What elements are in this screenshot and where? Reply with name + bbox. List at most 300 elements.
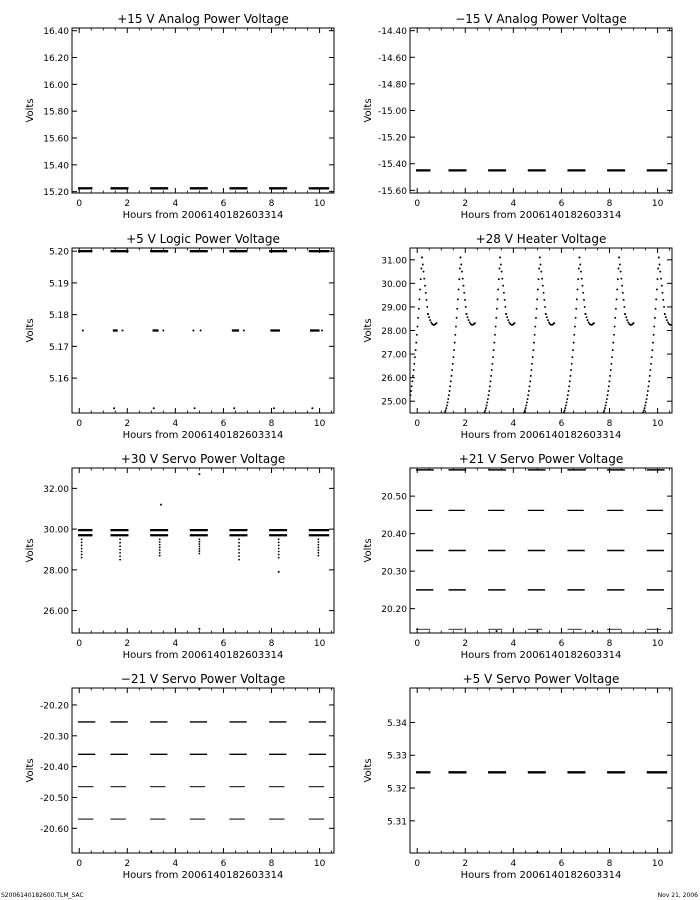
y-axis-label: Volts — [25, 538, 36, 563]
data-point — [569, 380, 571, 382]
data-point — [644, 405, 646, 407]
y-tick-label: 15.20 — [43, 188, 69, 199]
data-point — [159, 547, 161, 549]
x-tick-label: 0 — [414, 419, 421, 429]
data-point — [500, 688, 502, 690]
x-tick-label: 4 — [172, 419, 179, 429]
x-tick-label: 6 — [220, 199, 227, 209]
data-point — [452, 363, 454, 365]
data-point — [657, 278, 659, 280]
data-point — [525, 405, 527, 407]
data-point — [567, 394, 569, 396]
data-point — [454, 342, 456, 344]
data-point — [497, 289, 499, 291]
data-point — [504, 306, 506, 308]
data-point — [624, 313, 626, 315]
data-point — [119, 538, 121, 540]
data-point — [582, 285, 584, 287]
plot-frame — [410, 248, 672, 413]
data-point — [469, 321, 471, 323]
data-point — [321, 330, 323, 332]
data-point — [489, 385, 491, 387]
data-point — [490, 375, 492, 377]
data-point — [418, 298, 420, 300]
data-point — [445, 409, 447, 411]
data-point — [506, 316, 508, 318]
data-point — [568, 385, 570, 387]
data-point — [410, 390, 412, 392]
data-point — [563, 411, 565, 413]
y-tick-label: 20.40 — [381, 530, 407, 541]
y-tick-label: 5.18 — [48, 311, 69, 322]
chart-panel-2 — [363, 12, 672, 221]
data-point — [612, 342, 614, 344]
data-point — [605, 402, 607, 404]
data-point — [415, 342, 417, 344]
data-point — [426, 306, 428, 308]
data-point — [546, 316, 548, 318]
x-axis-label: Hours from 2006140182603314 — [122, 650, 284, 661]
y-tick-label: -20.40 — [39, 763, 69, 774]
y-tick-label: 27.00 — [381, 350, 407, 361]
data-point — [576, 298, 578, 300]
data-point — [619, 264, 621, 266]
data-point — [583, 299, 585, 301]
x-tick-label: 10 — [313, 859, 326, 869]
data-point — [508, 321, 510, 323]
data-point — [430, 321, 432, 323]
chart-title: −15 V Analog Power Voltage — [455, 12, 627, 26]
data-point — [456, 317, 458, 319]
data-point — [457, 298, 459, 300]
chart-title: +5 V Servo Power Voltage — [462, 672, 620, 686]
data-point — [415, 349, 417, 351]
y-tick-label: 20.30 — [381, 567, 407, 578]
data-point — [663, 306, 665, 308]
data-point — [159, 544, 161, 546]
data-point — [153, 407, 155, 409]
data-point — [113, 407, 115, 409]
chart-panel-4 — [363, 232, 672, 441]
data-point — [198, 550, 200, 552]
data-point — [81, 554, 83, 556]
data-point — [198, 546, 200, 548]
x-tick-label: 6 — [558, 639, 565, 649]
chart-panel-3 — [25, 232, 334, 441]
data-point — [627, 321, 629, 323]
x-tick-label: 0 — [76, 859, 83, 869]
x-tick-label: 6 — [220, 639, 227, 649]
x-tick-label: 8 — [606, 199, 613, 209]
data-point — [491, 363, 493, 365]
data-point — [651, 349, 653, 351]
chart-title: −21 V Servo Power Voltage — [120, 672, 286, 686]
data-point — [535, 317, 537, 319]
data-point — [654, 317, 656, 319]
data-point — [463, 292, 465, 294]
data-point — [435, 322, 437, 324]
x-tick-label: 10 — [651, 639, 664, 649]
data-point — [500, 264, 502, 266]
data-point — [423, 271, 425, 273]
data-point — [585, 313, 587, 315]
data-point — [418, 308, 420, 310]
data-point — [505, 313, 507, 315]
y-tick-label: 15.40 — [43, 161, 69, 172]
data-point — [273, 407, 275, 409]
data-point — [423, 278, 425, 280]
chart-panel-5 — [25, 452, 334, 661]
data-point — [278, 548, 280, 550]
data-point — [465, 306, 467, 308]
data-point — [544, 306, 546, 308]
data-point — [238, 538, 240, 540]
data-point — [532, 356, 534, 358]
data-point — [416, 334, 418, 336]
data-point — [456, 308, 458, 310]
y-axis-label: Volts — [363, 318, 374, 343]
data-point — [159, 538, 161, 540]
x-tick-label: 2 — [462, 199, 469, 209]
x-tick-label: 10 — [651, 199, 664, 209]
data-point — [572, 349, 574, 351]
y-tick-label: 26.00 — [43, 607, 69, 618]
data-point — [612, 349, 614, 351]
data-point — [419, 289, 421, 291]
data-point — [445, 407, 447, 409]
y-tick-label: 28.00 — [381, 327, 407, 337]
x-tick-label: 6 — [558, 419, 565, 429]
data-point — [449, 385, 451, 387]
chart-title: +15 V Analog Power Voltage — [117, 12, 289, 26]
data-point — [536, 308, 538, 310]
data-point — [495, 317, 497, 319]
data-point — [491, 369, 493, 371]
data-point — [317, 555, 319, 557]
data-point — [317, 544, 319, 546]
data-point — [538, 278, 540, 280]
data-point — [614, 317, 616, 319]
data-point — [451, 369, 453, 371]
footer-date: Nov 21, 2006 — [657, 892, 698, 899]
x-tick-label: 4 — [510, 639, 517, 649]
x-tick-label: 4 — [510, 199, 517, 209]
data-point — [620, 271, 622, 273]
data-point — [665, 316, 667, 318]
data-point — [462, 278, 464, 280]
data-point — [198, 538, 200, 540]
data-point — [464, 299, 466, 301]
data-point — [536, 298, 538, 300]
y-tick-label: -20.50 — [39, 793, 69, 804]
data-point — [603, 411, 605, 413]
data-point — [468, 319, 470, 321]
y-tick-label: 5.33 — [386, 751, 407, 762]
data-point — [655, 298, 657, 300]
x-axis-label: Hours from 2006140182603314 — [460, 870, 622, 881]
data-point — [524, 409, 526, 411]
data-point — [238, 545, 240, 547]
data-point — [194, 407, 196, 409]
data-point — [553, 322, 555, 324]
data-point — [661, 285, 663, 287]
data-point — [429, 319, 431, 321]
data-point — [568, 390, 570, 392]
data-point — [648, 380, 650, 382]
data-point — [499, 268, 501, 270]
y-axis-label: Volts — [363, 538, 374, 563]
y-tick-label: 20.50 — [381, 492, 407, 503]
data-point — [662, 299, 664, 301]
data-point — [458, 278, 460, 280]
y-tick-label: 5.34 — [386, 718, 407, 729]
data-point — [633, 322, 635, 324]
data-point — [119, 545, 121, 547]
data-point — [159, 552, 161, 554]
y-tick-label: 31.00 — [381, 256, 407, 267]
data-point — [649, 369, 651, 371]
chart-panel-8 — [363, 672, 672, 881]
data-point — [659, 264, 661, 266]
data-point — [537, 289, 539, 291]
data-point — [548, 321, 550, 323]
y-tick-label: 16.40 — [43, 27, 69, 38]
data-point — [523, 411, 525, 413]
data-point — [486, 405, 488, 407]
x-tick-label: 0 — [76, 199, 83, 209]
y-tick-label: -15.20 — [377, 133, 407, 144]
data-point — [496, 308, 498, 310]
data-point — [605, 405, 607, 407]
x-tick-label: 0 — [414, 639, 421, 649]
data-point — [536, 851, 538, 853]
data-point — [458, 289, 460, 291]
data-point — [532, 349, 534, 351]
data-point — [420, 278, 422, 280]
data-point — [198, 548, 200, 550]
x-tick-label: 8 — [268, 419, 275, 429]
data-point — [278, 571, 280, 573]
data-point — [648, 385, 650, 387]
data-point — [649, 375, 651, 377]
data-point — [609, 380, 611, 382]
data-point — [587, 319, 589, 321]
x-tick-label: 8 — [606, 859, 613, 869]
x-tick-label: 10 — [313, 639, 326, 649]
data-point — [626, 319, 628, 321]
data-point — [496, 630, 498, 632]
data-point — [621, 285, 623, 287]
data-point — [540, 264, 542, 266]
data-point — [610, 363, 612, 365]
y-tick-label: -15.40 — [377, 160, 407, 171]
data-point — [461, 271, 463, 273]
data-point — [514, 322, 516, 324]
x-axis-label: Hours from 2006140182603314 — [122, 430, 284, 441]
plot-frame — [72, 28, 334, 193]
data-point — [501, 271, 503, 273]
data-point — [499, 256, 501, 258]
data-point — [119, 549, 121, 551]
data-point — [278, 557, 280, 559]
data-point — [642, 411, 644, 413]
data-point — [463, 285, 465, 287]
y-tick-label: 5.16 — [48, 374, 69, 385]
data-point — [412, 375, 414, 377]
data-point — [119, 555, 121, 557]
data-point — [531, 363, 533, 365]
y-tick-label: -14.60 — [377, 53, 407, 64]
data-point — [459, 268, 461, 270]
data-point — [657, 268, 659, 270]
data-point — [539, 256, 541, 258]
data-point — [81, 545, 83, 547]
x-tick-label: 10 — [651, 419, 664, 429]
x-tick-label: 10 — [651, 859, 664, 869]
data-point — [501, 278, 503, 280]
data-point — [427, 313, 429, 315]
x-tick-label: 8 — [268, 639, 275, 649]
data-point — [278, 545, 280, 547]
data-point — [610, 369, 612, 371]
plot-frame — [72, 688, 334, 853]
data-point — [541, 278, 543, 280]
data-point — [317, 549, 319, 551]
data-point — [564, 407, 566, 409]
data-point — [651, 356, 653, 358]
data-point — [662, 292, 664, 294]
data-point — [485, 407, 487, 409]
data-point — [121, 330, 123, 332]
y-tick-label: -20.60 — [39, 824, 69, 835]
data-point — [580, 271, 582, 273]
data-point — [623, 299, 625, 301]
data-point — [667, 321, 669, 323]
y-tick-label: 25.00 — [381, 397, 407, 408]
data-point — [670, 324, 672, 326]
data-point — [81, 548, 83, 550]
data-point — [618, 256, 620, 258]
x-axis-label: Hours from 2006140182603314 — [122, 210, 284, 221]
data-point — [527, 398, 529, 400]
data-point — [413, 363, 415, 365]
data-point — [660, 278, 662, 280]
data-point — [565, 405, 567, 407]
data-point — [81, 538, 83, 540]
data-point — [488, 394, 490, 396]
data-point — [528, 390, 530, 392]
data-point — [460, 256, 462, 258]
data-point — [409, 394, 411, 396]
data-point — [497, 298, 499, 300]
data-point — [490, 380, 492, 382]
y-axis-label: Volts — [25, 758, 36, 783]
data-point — [527, 394, 529, 396]
data-point — [162, 330, 164, 332]
data-point — [623, 306, 625, 308]
y-tick-label: 29.00 — [381, 303, 407, 314]
data-point — [493, 342, 495, 344]
data-point — [486, 402, 488, 404]
data-point — [503, 292, 505, 294]
data-point — [487, 398, 489, 400]
data-point — [586, 316, 588, 318]
data-point — [577, 278, 579, 280]
data-point — [411, 380, 413, 382]
chart-title: +5 V Logic Power Voltage — [126, 232, 280, 246]
data-point — [582, 292, 584, 294]
data-point — [613, 334, 615, 336]
data-point — [579, 264, 581, 266]
data-point — [607, 390, 609, 392]
x-tick-label: 4 — [172, 199, 179, 209]
data-point — [581, 278, 583, 280]
data-point — [655, 308, 657, 310]
plot-frame — [72, 248, 334, 413]
x-tick-label: 4 — [510, 859, 517, 869]
data-point — [498, 278, 500, 280]
data-point — [426, 299, 428, 301]
y-axis-label: Volts — [363, 98, 374, 123]
data-point — [543, 299, 545, 301]
data-point — [615, 308, 617, 310]
data-point — [484, 409, 486, 411]
data-point — [566, 402, 568, 404]
data-point — [504, 299, 506, 301]
data-point — [644, 407, 646, 409]
data-point — [317, 552, 319, 554]
chart-panel-7 — [25, 672, 334, 881]
x-tick-label: 10 — [313, 199, 326, 209]
data-point — [530, 369, 532, 371]
data-point — [198, 553, 200, 555]
x-tick-label: 2 — [124, 859, 131, 869]
data-point — [81, 541, 83, 543]
data-point — [238, 549, 240, 551]
x-tick-label: 8 — [268, 859, 275, 869]
y-tick-label: 15.60 — [43, 134, 69, 145]
data-point — [453, 349, 455, 351]
data-point — [474, 322, 476, 324]
data-point — [444, 411, 446, 413]
data-point — [119, 552, 121, 554]
data-point — [119, 542, 121, 544]
footer-filename: S2006140182600.TLM_SAC — [1, 892, 84, 899]
data-point — [198, 543, 200, 545]
data-point — [159, 549, 161, 551]
x-tick-label: 8 — [268, 199, 275, 209]
data-point — [592, 630, 594, 632]
data-point — [238, 542, 240, 544]
data-point — [417, 317, 419, 319]
y-tick-label: 5.31 — [386, 817, 407, 828]
data-point — [198, 688, 200, 690]
data-point — [533, 342, 535, 344]
data-point — [573, 334, 575, 336]
data-point — [571, 363, 573, 365]
y-tick-label: 15.80 — [43, 107, 69, 118]
data-point — [577, 289, 579, 291]
y-tick-label: 5.17 — [48, 342, 69, 353]
data-point — [620, 278, 622, 280]
data-point — [238, 559, 240, 561]
data-point — [540, 271, 542, 273]
y-tick-label: 5.19 — [48, 279, 69, 290]
data-point — [608, 385, 610, 387]
data-point — [607, 394, 609, 396]
x-tick-label: 2 — [462, 859, 469, 869]
data-point — [317, 547, 319, 549]
